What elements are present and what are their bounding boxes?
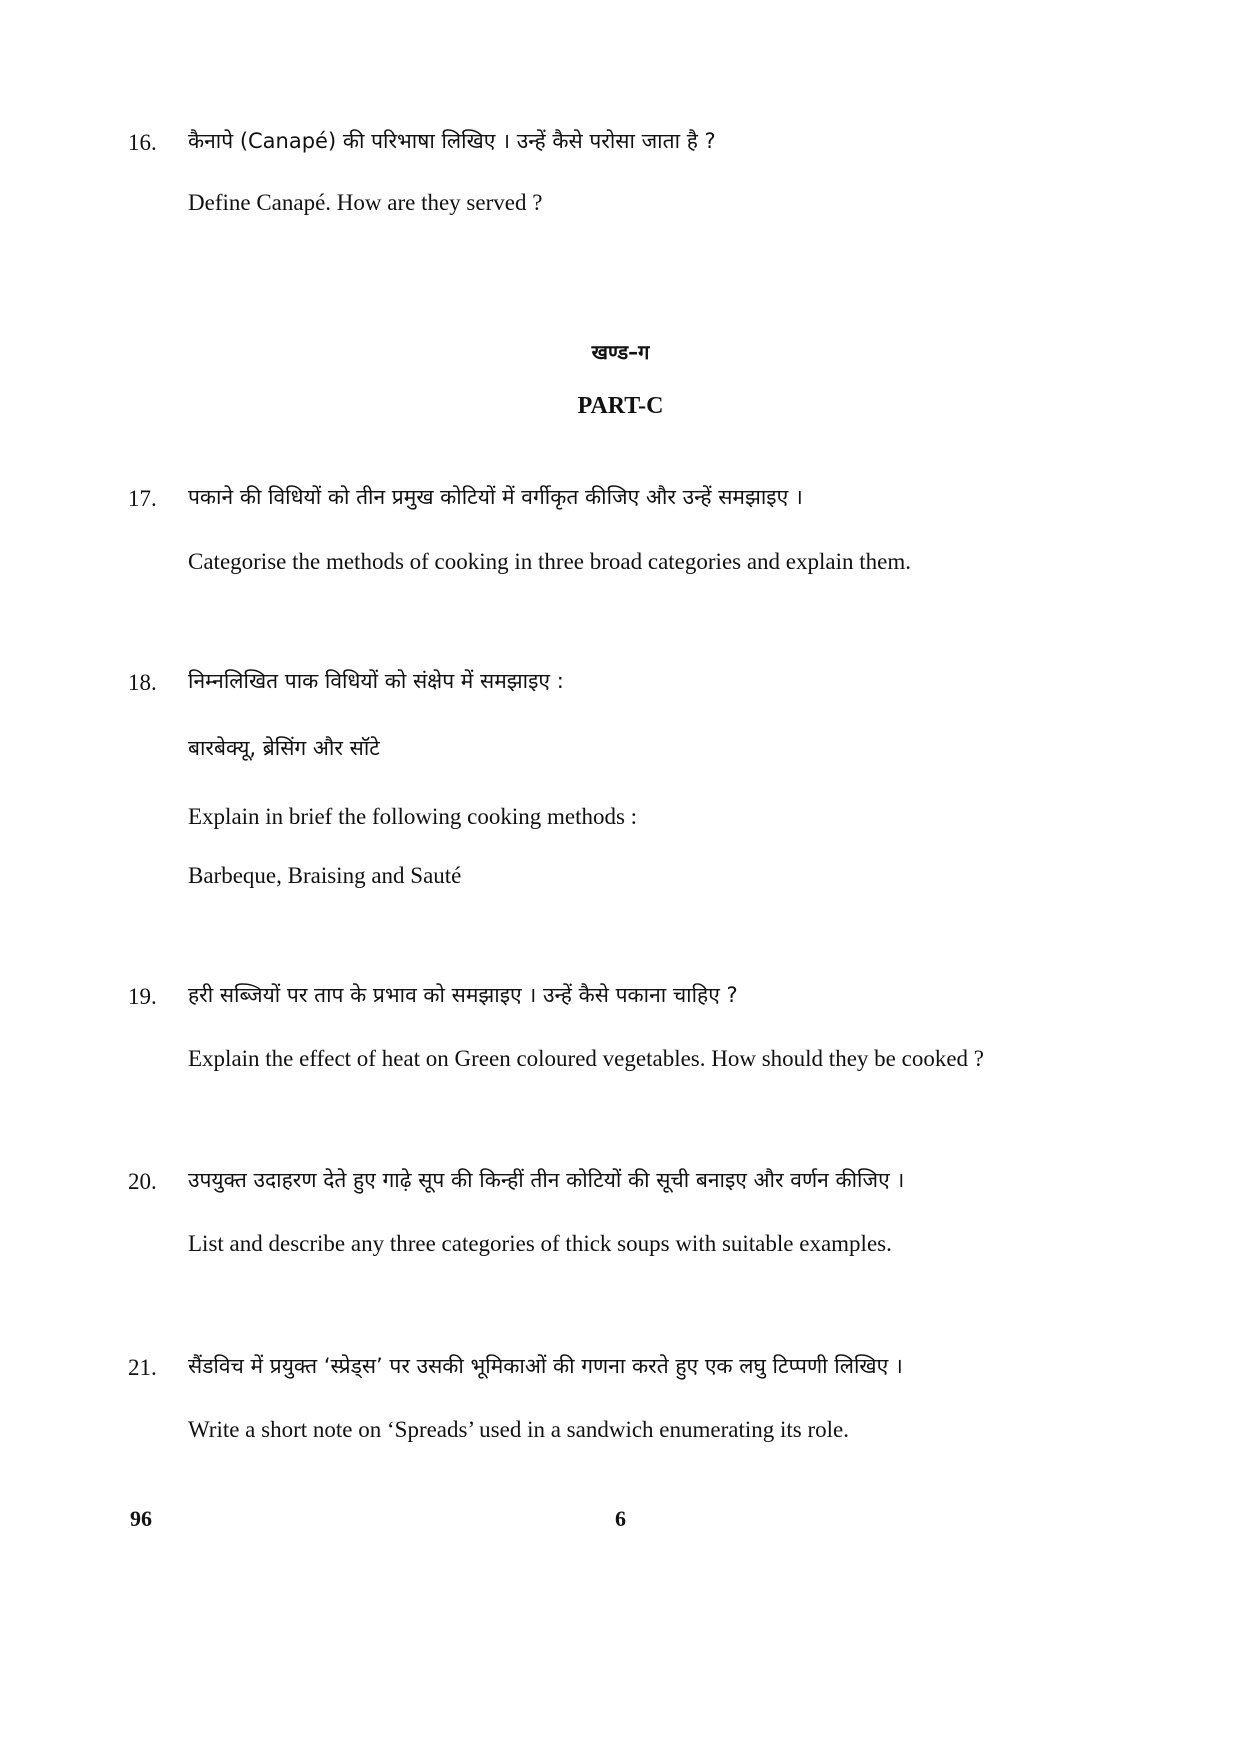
question-20-number: 20. xyxy=(128,1169,157,1194)
question-20-english: List and describe any three categories of thick soups with suitable examples. xyxy=(188,1231,892,1256)
question-16-number: 16. xyxy=(128,130,157,155)
question-19-english: Explain the effect of heat on Green coloured vegetables. How should they be cooked ? xyxy=(188,1046,984,1071)
question-17-number: 17. xyxy=(128,486,157,511)
question-21-number: 21. xyxy=(128,1355,157,1380)
question-16-english: Define Canapé. How are they served ? xyxy=(188,190,543,215)
section-heading-english: PART-C xyxy=(577,393,664,419)
question-17-hindi: पकाने की विधियों को तीन प्रमुख कोटियों में वर्गीकृत कीजिए और उन्हें समझाइए । xyxy=(188,485,803,509)
section-heading-hindi: खण्ड–ग xyxy=(591,340,650,364)
question-17-english: Categorise the methods of cooking in three broad categories and explain them. xyxy=(188,549,911,574)
question-18-hindi: निम्नलिखित पाक विधियों को संक्षेप में समझाइए : xyxy=(188,669,564,693)
paper-code: 96 xyxy=(130,1506,152,1531)
question-21-hindi: सैंडविच में प्रयुक्त ‘स्प्रेड्स’ पर उसकी भूमिकाओं की गणना करते हुए एक लघु टिप्पणी लिखिए । xyxy=(188,1354,903,1378)
question-18-hindi-items: बारबेक्यू, ब्रेसिंग और सॉटे xyxy=(188,736,380,760)
question-18-english: Explain in brief the following cooking methods : xyxy=(188,804,638,829)
question-18-english-items: Barbeque, Braising and Sauté xyxy=(188,863,462,888)
question-20-hindi: उपयुक्त उदाहरण देते हुए गाढ़े सूप की किन्हीं तीन कोटियों की सूची बनाइए और वर्णन कीजिए । xyxy=(188,1168,905,1192)
question-19-number: 19. xyxy=(128,984,157,1009)
question-18-number: 18. xyxy=(128,670,157,695)
page-number: 6 xyxy=(615,1506,626,1531)
question-19-hindi: हरी सब्जियों पर ताप के प्रभाव को समझाइए । उन्हें कैसे पकाना चाहिए ? xyxy=(188,983,738,1007)
question-16-hindi: कैनापे (Canapé) की परिभाषा लिखिए । उन्हें कैसे परोसा जाता है ? xyxy=(188,129,716,153)
question-21-english: Write a short note on ‘Spreads’ used in a sandwich enumerating its role. xyxy=(188,1417,849,1442)
